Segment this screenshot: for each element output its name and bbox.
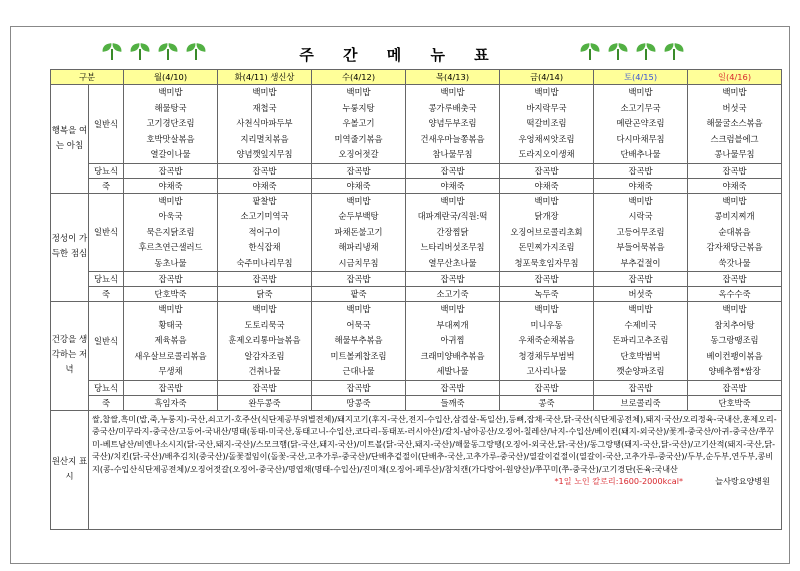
menu-item: 지리멸치볶음: [240, 133, 289, 144]
menu-item: 후르츠연근샐러드: [138, 242, 203, 252]
menu-item: 묵은지닭조림: [146, 226, 195, 237]
menu-item: 양념깻잎지무침: [236, 149, 293, 159]
menu-item: 백미밥: [534, 304, 559, 314]
menu-item: 시금치무침: [338, 257, 379, 268]
menu-item: 세발나물: [436, 366, 469, 376]
menu-item: 우엉채씨앗조림: [518, 133, 575, 144]
menu-item: 대파계란국/직원:떡: [417, 211, 488, 221]
menu-item: 간장찜닭: [436, 226, 469, 237]
porridge-label: 죽: [89, 395, 124, 410]
menu-item: 훈제오리통마늘볶음: [228, 335, 301, 345]
menu-item: 열무산초나물: [428, 257, 477, 268]
menu-item: 무생채: [158, 366, 183, 376]
menu-item: 백미밥: [722, 87, 747, 97]
menu-item: 순두부백탕: [338, 211, 379, 221]
porridge-item: 야채죽: [218, 178, 312, 193]
menu-item: 바지락무국: [526, 102, 567, 113]
menu-item: 백미밥: [252, 87, 277, 97]
porridge-label: 죽: [89, 178, 124, 193]
menu-item: 백미밥: [440, 195, 465, 206]
menu-item: 백미밥: [534, 87, 559, 97]
general-label: 일반식: [89, 85, 124, 164]
calorie-note: *1일 노인 칼로리:1600-2000kcal*: [554, 476, 683, 487]
header-gubun: 구분: [51, 70, 124, 85]
porridge-item: 들깨죽: [406, 395, 500, 410]
menu-item: 동초나물: [154, 257, 187, 268]
porridge-item: 브로콜리죽: [594, 395, 688, 410]
menu-item: 참나물무침: [432, 149, 473, 159]
menu-item: 사천식마파두부: [236, 118, 293, 128]
menu-item: 스크럼블에그: [710, 133, 759, 144]
origin-row: [51, 410, 782, 529]
diabetic-item: 잡곡밥: [218, 163, 312, 178]
origin-label: 원산지 표시: [51, 410, 89, 529]
menu-item: 동그랑땡조림: [710, 335, 759, 345]
diabetic-item: 잡곡밥: [594, 163, 688, 178]
porridge-item: 닭죽: [218, 287, 312, 302]
day-menu-cell: [218, 193, 312, 272]
day-menu-cell: [594, 302, 688, 381]
menu-item: 백미밥: [722, 304, 747, 314]
menu-item: 아귀찜: [440, 335, 465, 345]
menu-item: 양념두부조림: [428, 118, 477, 128]
diabetic-item: 잡곡밥: [218, 380, 312, 395]
day-menu-cell: [218, 85, 312, 164]
meal-general-row: [51, 85, 782, 164]
menu-item: 누룽지탕: [342, 102, 375, 113]
menu-item: 백미밥: [440, 304, 465, 314]
menu-item: 해파리냉채: [338, 242, 379, 252]
menu-item: 오징어브로콜리초회: [510, 226, 583, 237]
diabetic-item: 잡곡밥: [500, 380, 594, 395]
general-label: 일반식: [89, 193, 124, 272]
diabetic-row: [51, 380, 782, 395]
diabetic-item: 잡곡밥: [312, 272, 406, 287]
porridge-label: 죽: [89, 287, 124, 302]
origin-text: 쌀,찹쌀,흑미(밥,죽,누룽지)-국산,쇠고기-호주산(식단제공부위별전체)/돼지고기(후지-국산,전지-수입산,삼겹살-독일산),등뼈,잡채-국산,닭-국산(식단제공전체),돼지·국산/오리정육-국내산,훈제오리-중국산/미꾸라지-중국산/고등어-국내산/명태(동태-미국산,동태고니-수입산,코다리-동태포-러시아산)/갈치-남아공산/오징어-칠레산/낙지-수입산/베이컨(돼지-외국산)/꽃게-중국산/아귀-중국산/쭈꾸미-베트남산/비엔나소시지(닭-국산,돼지-국산)/스모크햄(닭-국산,돼지-국산)/미트볼(닭-국산,돼지-국산)/해물동그랑땡(오징어-외국산,닭-국산)/동그랑땡(돼지-국산,닭-국산)/고기산적(돼지-국산,닭-국산)/치킨(닭-국산)/배추김치(중국산)/돌꽃절임이(돌꽃-국산,고추가루-중국산)/단배추겉절이(단배추-국산,고추가루-중국산)/열갈이겉절이(열갈이-국산,고추가루-중국산)/두부,순두부,연두부,콩비지(콩-수입산식단제공전체)/오징어젓갈(오징어-중국산)/명엽채(명태-수입산)/진미채(오징어-페루산)/참치캔(가다랑어-원양산)/쭈꾸미(쭈-중국산)/고기경단(돈육:국내산: [92, 413, 777, 474]
day-menu-cell: [312, 85, 406, 164]
menu-item: 수제비국: [624, 319, 657, 330]
menu-item: 양배추찜*쌈장: [708, 366, 761, 376]
porridge-item: 버섯죽: [594, 287, 688, 302]
diabetic-item: 잡곡밥: [312, 163, 406, 178]
day-menu-cell: [500, 193, 594, 272]
day-menu-cell: [500, 302, 594, 381]
header-day: 수(4/12): [312, 70, 406, 85]
menu-item: 미트볼케찹조림: [330, 350, 387, 361]
diabetic-item: 잡곡밥: [406, 380, 500, 395]
header-day: 금(4/14): [500, 70, 594, 85]
menu-item: 제육볶음: [154, 335, 187, 345]
diabetic-item: 잡곡밥: [406, 272, 500, 287]
menu-item: 깻순양파조림: [616, 366, 665, 376]
menu-item: 메란곤약조림: [616, 118, 665, 128]
diabetic-label: 당뇨식: [89, 272, 124, 287]
menu-item: 콩나물무침: [714, 149, 755, 159]
menu-item: 콩비지찌개: [714, 211, 755, 221]
diabetic-item: 잡곡밥: [124, 272, 218, 287]
porridge-item: 소고기죽: [406, 287, 500, 302]
porridge-item: 단호박죽: [124, 287, 218, 302]
sprout-icon: [634, 42, 658, 60]
meal-general-row: [51, 302, 782, 381]
menu-item: 부대찌개: [436, 319, 469, 330]
diabetic-item: 잡곡밥: [500, 163, 594, 178]
menu-item: 다시마채무침: [616, 133, 665, 144]
menu-item: 백미밥: [252, 304, 277, 314]
porridge-item: 녹두죽: [500, 287, 594, 302]
porridge-item: 팥죽: [312, 287, 406, 302]
sprout-icon: [662, 42, 686, 60]
porridge-item: 단호박죽: [688, 395, 782, 410]
menu-item: 소고기미역국: [240, 211, 289, 221]
porridge-row: [51, 395, 782, 410]
porridge-item: 야채죽: [406, 178, 500, 193]
menu-item: 부추겉절이: [620, 257, 661, 268]
day-menu-cell: [124, 193, 218, 272]
menu-item: 크래미양배추볶음: [420, 350, 485, 361]
menu-item: 열갈이나물: [150, 149, 191, 159]
menu-item: 도토리묵국: [244, 319, 285, 330]
menu-item: 청경채두부범벅: [518, 350, 575, 361]
menu-item: 팥찰밥: [252, 195, 277, 206]
menu-item: 백미밥: [440, 87, 465, 97]
menu-item: 베이컨팽이볶음: [706, 350, 763, 361]
day-menu-cell: [218, 302, 312, 381]
menu-item: 소고기무국: [620, 102, 661, 113]
menu-item: 단배추나물: [620, 149, 661, 159]
porridge-item: 야채죽: [312, 178, 406, 193]
menu-item: 부들어묵볶음: [616, 242, 665, 252]
menu-item: 버섯국: [722, 102, 747, 113]
menu-item: 한식잡채: [248, 242, 281, 252]
menu-item: 아욱국: [158, 211, 183, 221]
menu-item: 새우살브로콜리볶음: [134, 350, 207, 361]
porridge-item: 야채죽: [124, 178, 218, 193]
menu-item: 우볼고기: [342, 118, 375, 128]
menu-item: 닭개장: [534, 211, 559, 221]
menu-item: 떡갈비조림: [526, 118, 567, 128]
header-day-saturday: 토(4/15): [594, 70, 688, 85]
menu-item: 콩가루배춧국: [428, 102, 477, 113]
diabetic-item: 잡곡밥: [688, 272, 782, 287]
menu-item: 호박맛살볶음: [146, 133, 195, 144]
day-menu-cell: [594, 193, 688, 272]
diabetic-item: 잡곡밥: [594, 272, 688, 287]
menu-item: 어묵국: [346, 319, 371, 330]
day-menu-cell: [312, 193, 406, 272]
meal-category: 정성이 가득한 점심: [51, 193, 89, 302]
menu-item: 쑥갓나물: [718, 257, 751, 268]
menu-item: 근대나물: [342, 366, 375, 376]
porridge-item: 땅콩죽: [312, 395, 406, 410]
menu-item: 백미밥: [346, 195, 371, 206]
day-menu-cell: [124, 302, 218, 381]
menu-item: 고등어무조림: [616, 226, 665, 237]
menu-item: 알감자조림: [244, 350, 285, 361]
menu-item: 건취나물: [248, 366, 281, 376]
diabetic-item: 잡곡밥: [500, 272, 594, 287]
menu-item: 황태국: [158, 319, 183, 330]
menu-item: 백미밥: [158, 304, 183, 314]
menu-item: 오징어젓갈: [338, 149, 379, 159]
porridge-item: 야채죽: [500, 178, 594, 193]
menu-item: 고사리나물: [526, 366, 567, 376]
day-menu-cell: [406, 85, 500, 164]
day-menu-cell: [406, 302, 500, 381]
diabetic-row: [51, 272, 782, 287]
menu-item: 고기경단조림: [146, 118, 195, 128]
header-row: [51, 70, 782, 85]
header-day: 목(4/13): [406, 70, 500, 85]
header-day: 월(4/10): [124, 70, 218, 85]
diabetic-label: 당뇨식: [89, 380, 124, 395]
header-day: 화(4/11) 생신상: [218, 70, 312, 85]
day-menu-cell: [688, 193, 782, 272]
general-label: 일반식: [89, 302, 124, 381]
diabetic-item: 잡곡밥: [124, 380, 218, 395]
diabetic-item: 잡곡밥: [688, 163, 782, 178]
sprout-icon: [578, 42, 602, 60]
diabetic-item: 잡곡밥: [312, 380, 406, 395]
diabetic-item: 잡곡밥: [124, 163, 218, 178]
menu-item: 백미밥: [346, 304, 371, 314]
diabetic-item: 잡곡밥: [218, 272, 312, 287]
origin-footer: [92, 475, 778, 489]
menu-item: 백미밥: [628, 87, 653, 97]
porridge-item: 흑임자죽: [124, 395, 218, 410]
menu-item: 돈민찌가지조림: [518, 242, 575, 252]
menu-item: 미니우동: [530, 319, 563, 330]
page-title: 주 간 메 뉴 표: [299, 46, 501, 64]
menu-item: 파채돈불고기: [334, 226, 383, 237]
day-menu-cell: [594, 85, 688, 164]
menu-item: 재첩국: [252, 102, 277, 113]
diabetic-item: 잡곡밥: [688, 380, 782, 395]
menu-item: 단호박범벅: [620, 350, 661, 361]
day-menu-cell: [688, 302, 782, 381]
menu-item: 느타리버섯조무침: [420, 242, 485, 252]
meal-category: 행복을 여는 아침: [51, 85, 89, 194]
menu-item: 해물탕국: [154, 102, 187, 113]
menu-item: 백미밥: [722, 195, 747, 206]
menu-item: 청포묵호임자무침: [514, 257, 579, 268]
day-menu-cell: [688, 85, 782, 164]
porridge-row: [51, 178, 782, 193]
menu-item: 도라지오이생채: [518, 149, 575, 159]
porridge-item: 완두콩죽: [218, 395, 312, 410]
menu-item: 시락국: [628, 211, 653, 221]
sprout-decoration-right: [578, 42, 686, 60]
porridge-row: [51, 287, 782, 302]
menu-item: 적어구이: [248, 226, 281, 237]
diabetic-row: [51, 163, 782, 178]
day-menu-cell: [124, 85, 218, 164]
diabetic-item: 잡곡밥: [594, 380, 688, 395]
header-day-sunday: 일(4/16): [688, 70, 782, 85]
menu-item: 미역줄기볶음: [334, 133, 383, 144]
menu-item: 우채죽순채볶음: [518, 335, 575, 345]
porridge-item: 야채죽: [688, 178, 782, 193]
sprout-icon: [606, 42, 630, 60]
meal-general-row: [51, 193, 782, 272]
diabetic-label: 당뇨식: [89, 163, 124, 178]
day-menu-cell: [500, 85, 594, 164]
porridge-item: 콩죽: [500, 395, 594, 410]
menu-item: 백미밥: [628, 304, 653, 314]
menu-item: 백미밥: [158, 195, 183, 206]
menu-item: 해물굴소스볶음: [706, 118, 763, 128]
menu-item: 건새우마늘쫑볶음: [420, 133, 485, 144]
menu-item: 순대볶음: [718, 226, 751, 237]
menu-item: 해물부추볶음: [334, 335, 383, 345]
day-menu-cell: [312, 302, 406, 381]
diabetic-item: 잡곡밥: [406, 163, 500, 178]
menu-item: 백미밥: [534, 195, 559, 206]
menu-item: 돈파리고추조림: [612, 335, 669, 345]
meal-category: 건강을 생각하는 저녁: [51, 302, 89, 411]
menu-item: 백미밥: [158, 87, 183, 97]
day-menu-cell: [406, 193, 500, 272]
menu-item: 감자채당근볶음: [706, 242, 763, 252]
weekly-menu-table: [50, 69, 782, 530]
origin-cell: [89, 410, 782, 529]
menu-item: 숙주미나리무침: [236, 257, 293, 268]
porridge-item: 야채죽: [594, 178, 688, 193]
porridge-item: 옥수수죽: [688, 287, 782, 302]
menu-item: 참치추어탕: [714, 319, 755, 330]
hospital-name: 늘사랑요양병원: [715, 476, 770, 487]
menu-item: 백미밥: [346, 87, 371, 97]
menu-item: 백미밥: [628, 195, 653, 206]
